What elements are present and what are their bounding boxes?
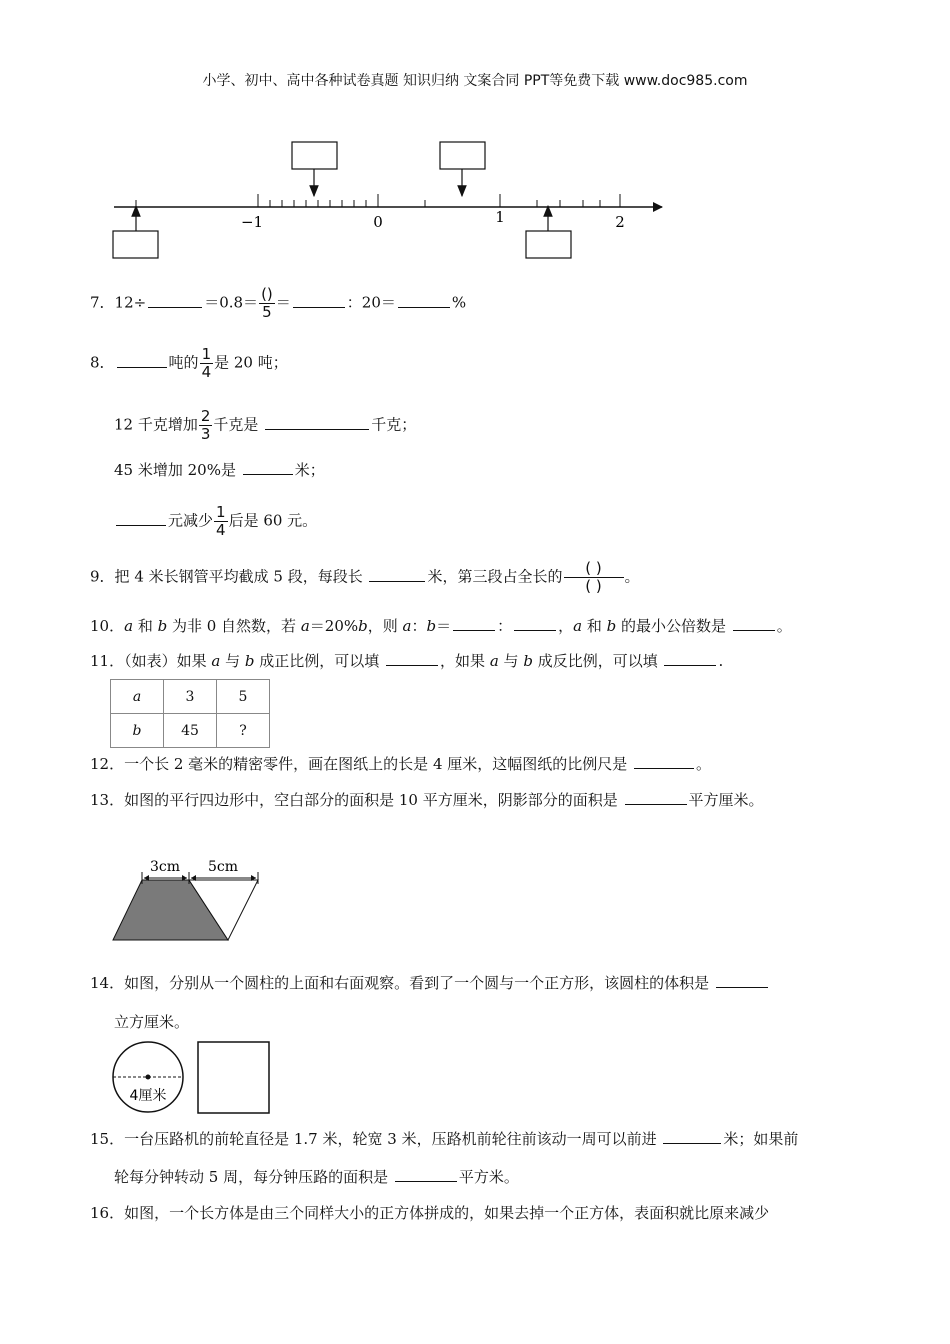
answer-blank[interactable] <box>664 651 716 666</box>
answer-blank[interactable] <box>243 460 293 475</box>
question-number: 9． <box>90 567 115 586</box>
answer-blank[interactable] <box>265 415 369 430</box>
cylinder-views-figure <box>110 1040 274 1118</box>
axis-arrowhead <box>653 202 663 212</box>
answer-blank[interactable] <box>733 616 775 631</box>
answer-blank[interactable] <box>453 616 495 631</box>
diameter-label: 4厘米 <box>129 1088 167 1104</box>
answer-blank[interactable] <box>369 567 425 582</box>
q11-table <box>110 679 270 748</box>
answer-blank[interactable] <box>398 293 450 308</box>
parallelogram-figure <box>108 852 270 946</box>
question-number: 14． <box>90 974 125 992</box>
center-dot <box>146 1075 151 1080</box>
question-number: 16． <box>90 1204 125 1222</box>
page-header: 小学、初中、高中各种试卷真题 知识归纳 文案合同 PPT等免费下载 www.doc985.com <box>202 73 748 89</box>
answer-blank[interactable] <box>117 353 167 368</box>
question-15-line-2: 轮每分钟转动 5 周，每分钟压路的面积是 平方米。 <box>114 1168 519 1186</box>
question-number: 15． <box>90 1130 125 1148</box>
table-cell: 5 <box>217 680 270 714</box>
question-14-line-2: 立方厘米。 <box>114 1013 190 1031</box>
question-11: 11．（如表）如果 a 与 b 成正比例，可以填 ，如果 a 与 b 成反比例，可以填 . <box>90 652 724 670</box>
question-number: 12． <box>90 755 125 773</box>
question-15-line-1: 15．一台压路机的前轮直径是 1.7 米，轮宽 3 米，压路机前轮往前该动一周可以前进 米；如果前 <box>90 1130 799 1148</box>
minor-ticks-left <box>270 200 366 207</box>
answer-blank[interactable] <box>514 616 556 631</box>
tick-label: 1 <box>495 208 505 226</box>
question-8-line-4: 元减少 $\frac{1}{4}$ 后是 60 元。 <box>114 504 317 539</box>
question-8-line-3: 45 米增加 20%是 米； <box>114 461 325 479</box>
question-13: 13．如图的平行四边形中，空白部分的面积是 10 平方厘米，阴影部分的面积是 平方厘米。 <box>90 791 764 809</box>
answer-blank[interactable] <box>716 973 768 988</box>
dimension-label: 3cm <box>149 859 181 875</box>
table-row <box>111 680 270 714</box>
minor-ticks-right <box>425 200 600 207</box>
table-cell: b <box>111 714 164 748</box>
answer-box-top-right <box>440 142 485 169</box>
answer-blank[interactable] <box>663 1129 721 1144</box>
question-9: 9．把 4 米长钢管平均截成 5 段，每段长 米，第三段占全长的 $\frac{( )}{( )}$ 。 <box>90 559 640 595</box>
answer-blank[interactable] <box>293 293 345 308</box>
table-cell: a <box>111 680 164 714</box>
answer-blank[interactable] <box>395 1167 457 1182</box>
table-row <box>111 714 270 748</box>
answer-blank[interactable] <box>386 651 438 666</box>
question-8-line-2: 12 千克增加 $\frac{2}{3}$ 千克是 千克； <box>114 407 417 443</box>
question-7: 7．12÷ ＝0.8＝ $\frac{()}{5}$ ＝ ：20＝ % <box>90 285 467 321</box>
tick-label: −1 <box>240 213 264 231</box>
table-cell: 45 <box>164 714 217 748</box>
question-14-line-1: 14．如图，分别从一个圆柱的上面和右面观察。看到了一个圆与一个正方形，该圆柱的体积是 <box>90 973 770 993</box>
answer-box-bottom-left <box>113 231 158 258</box>
question-16: 16．如图，一个长方体是由三个同样大小的正方体拼成的，如果去掉一个正方体，表面积就比原来减少 <box>90 1204 770 1222</box>
side-view-square <box>198 1042 269 1113</box>
table-cell: ? <box>217 714 270 748</box>
answer-blank[interactable] <box>116 511 166 526</box>
answer-blank[interactable] <box>148 293 202 308</box>
answer-blank[interactable] <box>625 790 687 805</box>
fraction: $\frac{()}{5}$ <box>261 285 273 321</box>
question-12: 12．一个长 2 毫米的精密零件，画在图纸上的长是 4 厘米，这幅图纸的比例尺是 。 <box>90 755 712 773</box>
question-number: 10． <box>90 617 125 635</box>
question-number: 7． <box>90 293 115 312</box>
question-10: 10．a 和 b 为非 0 自然数，若 a＝20%b，则 a：b＝ ： ，a 和 b 的最小公倍数是 。 <box>90 617 792 635</box>
question-number: 11． <box>90 652 125 670</box>
dimension-label: 5cm <box>207 859 239 875</box>
tick-label: 2 <box>615 213 625 231</box>
table-cell: 3 <box>164 680 217 714</box>
number-line-figure <box>110 138 670 262</box>
answer-box-top-left <box>292 142 337 169</box>
tick-label: 0 <box>373 213 383 231</box>
question-8-line-1: 8． 吨的 $\frac{1}{4}$ 是 20 吨； <box>90 345 288 381</box>
answer-box-bottom-right <box>526 231 571 258</box>
question-number: 13． <box>90 791 125 809</box>
answer-blank[interactable] <box>634 754 694 769</box>
question-number: 8． <box>90 353 115 372</box>
